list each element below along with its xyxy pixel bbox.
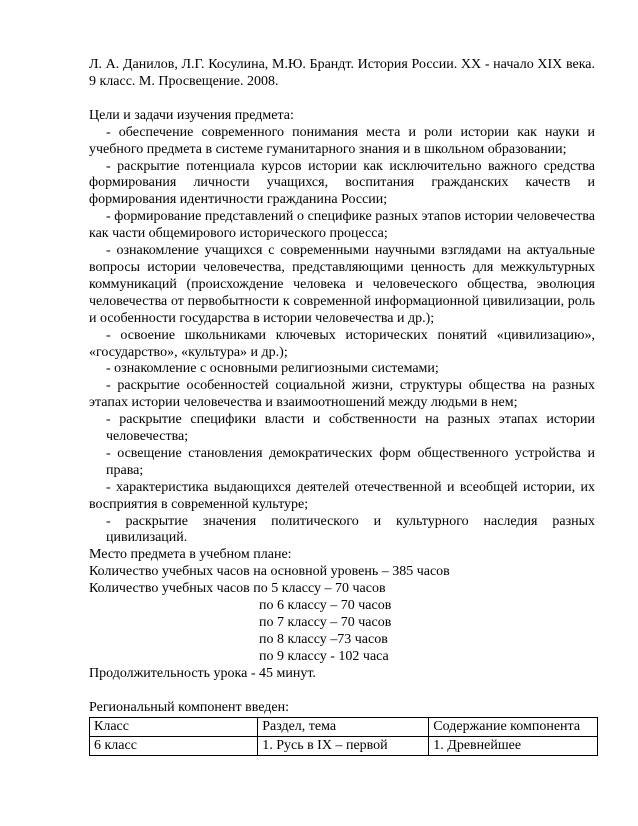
goal-item: - ознакомление учащихся с современными научными взглядами на актуальные вопросы истории человечества, представляющими ценность для межкультурных коммуникаций (происхождение человека и человеческого общества, эволюция человечества от первобытности к современной информационной цивилизации, роль и особенности государства в истории человечества и др.);: [89, 243, 595, 326]
table-header-row: [90, 717, 598, 736]
goal-item: - ознакомление с основными религиозными системами;: [106, 361, 439, 377]
spacer: [89, 683, 595, 700]
goal-item: - освещение становления демократических форм общественного устройства и права;: [106, 445, 595, 478]
goal-item: - раскрытие значения политического и культурного наследия разных цивилизаций.: [106, 513, 595, 546]
goal-item: - раскрытие специфики власти и собственности на разных этапах истории человечества;: [106, 412, 595, 445]
plan-title: Место предмета в учебном плане:: [89, 547, 292, 563]
goal-item: - раскрытие особенностей социальной жизни, структуры общества на разных этапах истории человечества и взаимоотношений между людьми в нем;: [89, 378, 595, 411]
goal-item: - обеспечение современного понимания места и роли истории как науки и учебного предмета в системе гуманитарного знания и в школьном образовании;: [89, 124, 595, 157]
plan-total-hours: Количество учебных часов на основной уровень – 385 часов: [89, 564, 450, 580]
goals-title: Цели и задачи изучения предмета:: [89, 107, 294, 123]
table-row: [90, 736, 598, 755]
regional-component-table: [89, 717, 598, 756]
table-cell: 6 класс: [90, 736, 258, 755]
header-cell-section: Раздел, тема: [258, 717, 429, 736]
goal-item: - формирование представлений о специфике разных этапов истории человечества как части общемирового исторического процесса;: [89, 209, 595, 242]
spacer: [89, 91, 595, 108]
table-cell: 1. Русь в IX – первой: [258, 736, 429, 755]
plan-grade-7: по 7 классу – 70 часов: [259, 615, 392, 630]
plan-grade-6: по 6 классу – 70 часов: [259, 598, 392, 614]
regional-title: Региональный компонент введен:: [89, 699, 290, 715]
header-cell-class: Класс: [90, 717, 258, 736]
plan-grade-5: Количество учебных часов по 5 классу – 70 часов: [89, 581, 386, 597]
header-cell-content: Содержание компонента: [429, 717, 598, 736]
goal-item: - характеристика выдающихся деятелей отечественной и всеобщей истории, их восприятия в современной культуре;: [89, 479, 595, 512]
textbook-citation: Л. А. Данилов, Л.Г. Косулина, М.Ю. Брандт. История России. XX - начало XIX века. 9 класс. М. Просвещение. 2008.: [89, 57, 595, 89]
goal-item: - раскрытие потенциала курсов истории как исключительно важного средства формирования личности учащихся, воспитания гражданских качеств и формирования идентичности гражданина России;: [89, 158, 595, 208]
plan-grade-9: по 9 классу - 102 часа: [259, 648, 389, 664]
plan-grade-8: по 8 классу –73 часов: [259, 631, 388, 647]
lesson-duration: Продолжительность урока - 45 минут.: [89, 665, 316, 681]
table-cell: 1. Древнейшее: [429, 736, 598, 755]
goal-item: - освоение школьниками ключевых исторических понятий «цивилизацию», «государство», «культура» и др.);: [89, 327, 595, 360]
document-body: [89, 57, 595, 756]
